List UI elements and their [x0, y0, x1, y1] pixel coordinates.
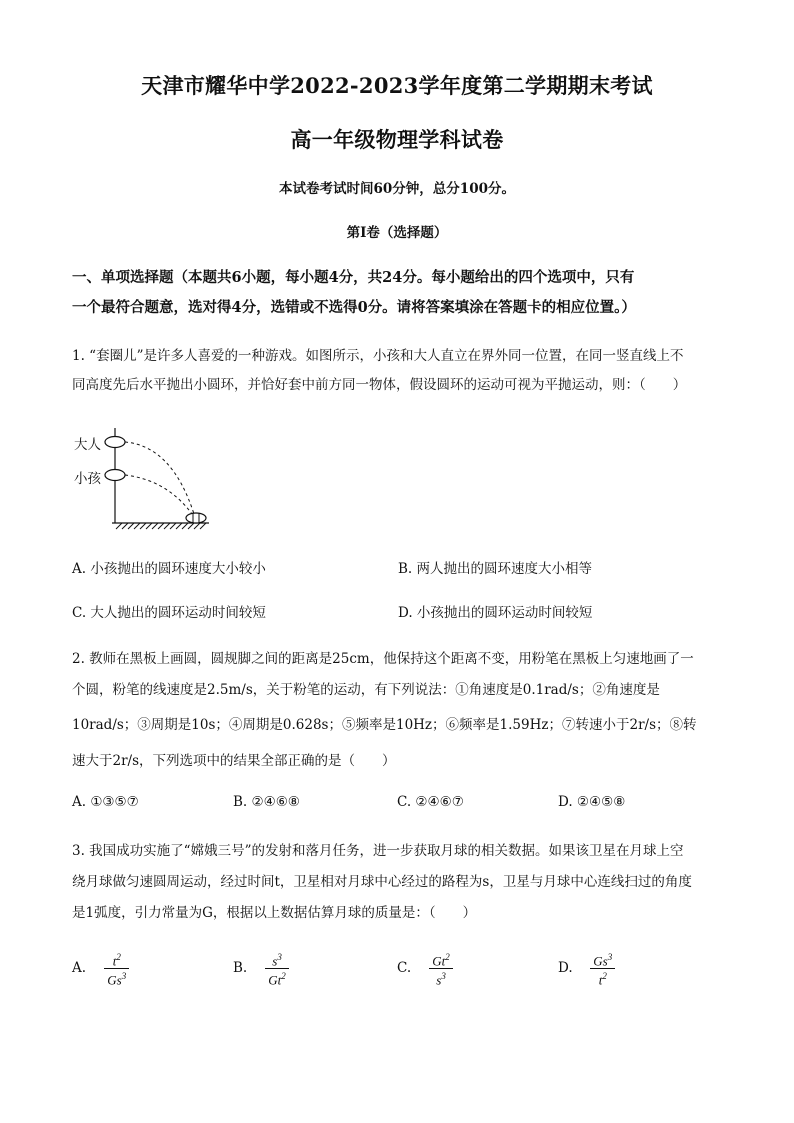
projectile-diagram	[72, 428, 232, 533]
section-instructions-line1: 一、单项选择题（本题共6小题，每小题4分，共24分。每小题给出的四个选项中，只有	[72, 269, 635, 286]
child-ring	[105, 470, 125, 481]
q2-option-a[interactable]: A. ①③⑤⑦	[72, 794, 139, 810]
q3-option-d-label: D.	[558, 960, 573, 977]
q3-option-d[interactable]	[558, 950, 615, 988]
q1-option-d[interactable]: D. 小孩抛出的圆环运动时间较短	[398, 605, 593, 621]
part-title: 第Ⅰ卷（选择题）	[346, 225, 448, 241]
q3-option-c[interactable]	[397, 950, 453, 988]
section-instructions-line2: 一个最符合题意，选对得4分，选错或不选得0分。请将答案填涂在答题卡的相应位置。）	[72, 299, 636, 316]
ground-hatching	[116, 523, 206, 529]
q2-stem-line4: 速大于2r/s，下列选项中的结果全部正确的是（ ）	[72, 753, 396, 769]
q3-option-a-fraction: $\frac{t^2}{Gs^3}$	[104, 950, 129, 988]
q2-option-b[interactable]: B. ②④⑥⑧	[233, 794, 300, 810]
exam-subtitle: 高一年级物理学科试卷	[290, 127, 504, 152]
child-trajectory	[125, 475, 192, 514]
q2-stem-line1: 2. 教师在黑板上画圆，圆规脚之间的距离是25cm，他保持这个距离不变，用粉笔在黑板上匀速地画了一	[72, 651, 694, 667]
q3-option-b[interactable]	[233, 950, 289, 988]
q3-option-b-label: B.	[233, 960, 248, 977]
figure-label-adult: 大人	[74, 437, 101, 453]
q1-stem-line1: 1. “套圈儿”是许多人喜爱的一种游戏。如图所示，小孩和大人直立在界外同一位置，在同一竖直线上不	[72, 348, 684, 364]
q3-option-d-fraction: $\frac{Gs^3}{t^2}$	[590, 950, 615, 988]
q2-option-d[interactable]: D. ②④⑤⑧	[558, 794, 626, 810]
q3-option-c-fraction: $\frac{Gt^2}{s^3}$	[429, 950, 453, 988]
q1-option-c[interactable]: C. 大人抛出的圆环运动时间较短	[72, 605, 266, 621]
exam-title: 天津市耀华中学2022-2023学年度第二学期期末考试	[141, 73, 653, 98]
exam-info: 本试卷考试时间60分钟，总分100分。	[279, 181, 515, 197]
target-object	[186, 513, 206, 523]
q1-option-a[interactable]: A. 小孩抛出的圆环速度大小较小	[72, 561, 266, 577]
q1-option-b[interactable]: B. 两人抛出的圆环速度大小相等	[398, 561, 593, 577]
q2-stem-line2: 个圆，粉笔的线速度是2.5m/s，关于粉笔的运动，有下列说法：①角速度是0.1rad/s；②角速度是	[72, 682, 660, 698]
figure-label-child: 小孩	[74, 471, 101, 487]
q3-option-a-label: A.	[72, 960, 87, 977]
adult-trajectory	[125, 442, 194, 514]
q1-figure	[72, 428, 232, 533]
q3-option-a[interactable]	[72, 950, 129, 988]
q3-option-b-fraction: $\frac{s^3}{Gt^2}$	[265, 950, 289, 988]
q3-stem-line3: 是1弧度，引力常量为G，根据以上数据估算月球的质量是：（ ）	[72, 905, 477, 921]
q1-stem-line2: 同高度先后水平抛出小圆环，并恰好套中前方同一物体，假设圆环的运动可视为平抛运动，则：（ ）	[72, 377, 687, 393]
q3-stem-line2: 绕月球做匀速圆周运动，经过时间t，卫星相对月球中心经过的路程为s，卫星与月球中心连线扫过的角度	[72, 874, 692, 890]
q2-stem-line3: 10rad/s；③周期是10s；④周期是0.628s；⑤频率是10Hz；⑥频率是1.59Hz；⑦转速小于2r/s；⑧转	[72, 717, 697, 733]
q2-option-c[interactable]: C. ②④⑥⑦	[397, 794, 464, 810]
q3-stem-line1: 3. 我国成功实施了“嫦娥三号”的发射和落月任务，进一步获取月球的相关数据。如果该卫星在月球上空	[72, 843, 684, 859]
adult-ring	[105, 437, 125, 448]
q3-option-c-label: C.	[397, 960, 412, 977]
